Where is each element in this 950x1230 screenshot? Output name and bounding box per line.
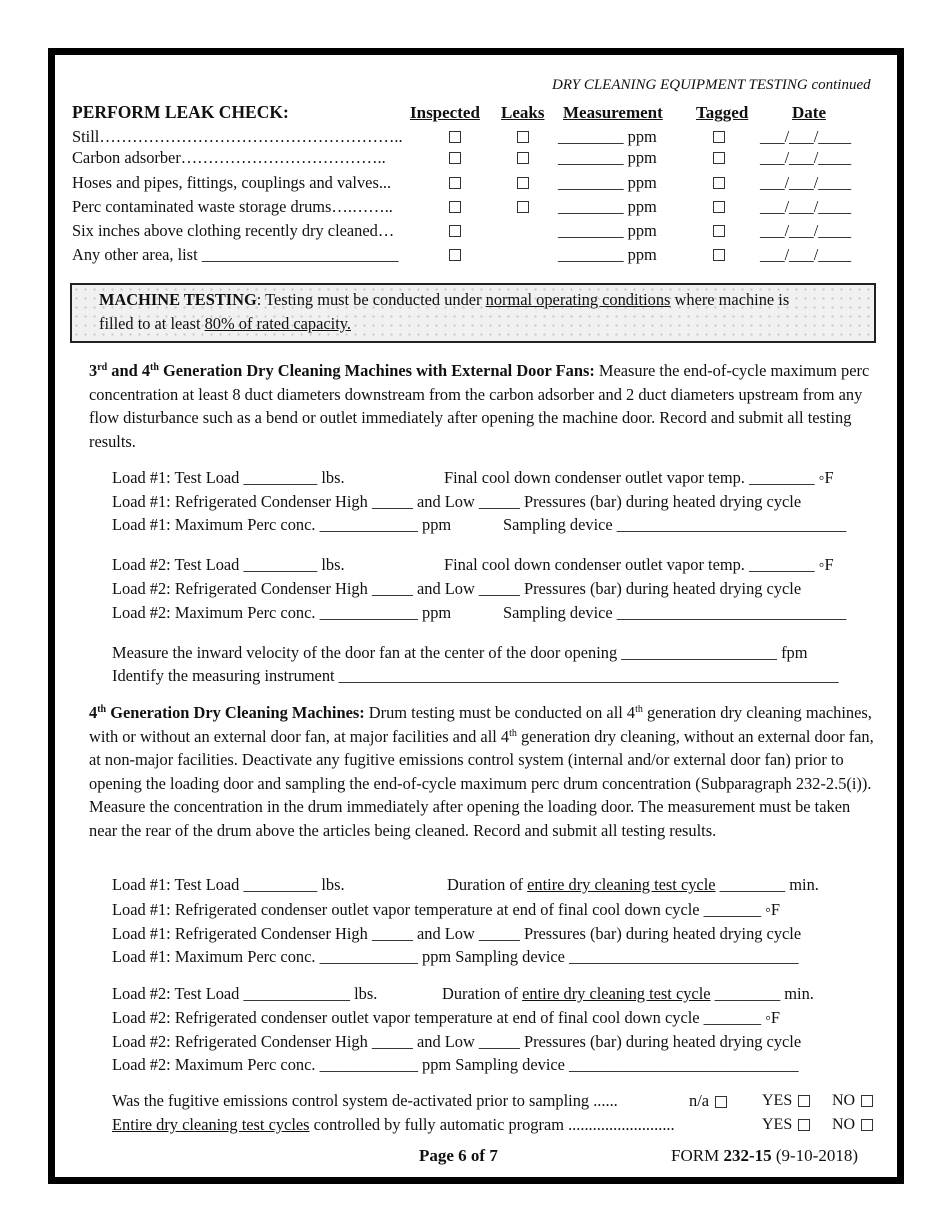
- gen34-load1-pressures[interactable]: Load #1: Refrigerated Condenser High _____ and Low _____ Pressures (bar) during heated drying cycle: [112, 492, 802, 511]
- gen4-load1-pressures[interactable]: Load #1: Refrigerated Condenser High _____ and Low _____ Pressures (bar) during heated drying cycle: [112, 924, 802, 943]
- col-measurement: Measurement: [563, 103, 663, 122]
- date-field[interactable]: ___/___/____: [760, 127, 852, 146]
- inspected-checkbox[interactable]: [449, 201, 461, 213]
- gen4-load2-outlet-temp[interactable]: Load #2: Refrigerated condenser outlet vapor temperature at end of final cool down cycle _______ ◦F: [112, 1008, 781, 1027]
- gen34-load2-sampling-device[interactable]: Sampling device ____________________________: [503, 603, 847, 622]
- gen34-load2-final-temp[interactable]: Final cool down condenser outlet vapor temp. ________ ◦F: [444, 555, 834, 574]
- row-label: Perc contaminated waste storage drums….……..: [72, 197, 393, 216]
- gen34-load1-max-perc[interactable]: Load #1: Maximum Perc conc. ____________ ppm: [112, 515, 452, 534]
- date-field[interactable]: ___/___/____: [760, 197, 852, 216]
- gen4-heading: 4th Generation Dry Cleaning Machines:: [89, 703, 365, 722]
- machine-testing-line-1: [99, 292, 789, 308]
- gen4-load1-max-perc[interactable]: Load #1: Maximum Perc conc. ____________ ppm Sampling device ____________________________: [112, 947, 799, 966]
- tagged-checkbox[interactable]: [713, 225, 725, 237]
- gen4-load2-pressures[interactable]: Load #2: Refrigerated Condenser High _____ and Low _____ Pressures (bar) during heated drying cycle: [112, 1032, 802, 1051]
- inspected-checkbox[interactable]: [449, 131, 461, 143]
- machine-testing-heading: MACHINE TESTING: [99, 290, 257, 309]
- date-field[interactable]: ___/___/____: [760, 148, 852, 167]
- gen34-load1-final-temp[interactable]: Final cool down condenser outlet vapor temp. ________ ◦F: [444, 468, 834, 487]
- leak-check-title: PERFORM LEAK CHECK:: [72, 102, 289, 122]
- notice-text: where machine is: [670, 290, 790, 309]
- col-date: Date: [792, 103, 826, 122]
- leaks-checkbox[interactable]: [517, 152, 529, 164]
- col-inspected: Inspected: [410, 103, 480, 122]
- measurement-field[interactable]: ________ ppm: [558, 148, 657, 167]
- na-checkbox[interactable]: [715, 1096, 727, 1108]
- gen4-load1-duration[interactable]: Duration of entire dry cleaning test cycle ________ min.: [447, 875, 819, 894]
- gen34-heading: 3rd and 4th Generation Dry Cleaning Machines with External Door Fans:: [89, 361, 595, 380]
- measuring-instrument-field[interactable]: Identify the measuring instrument _____________________________________________________________: [112, 666, 839, 685]
- row-label: Hoses and pipes, fittings, couplings and valves...: [72, 173, 392, 192]
- gen34-load1-test-load[interactable]: Load #1: Test Load _________ lbs.: [112, 468, 345, 487]
- tagged-checkbox[interactable]: [713, 201, 725, 213]
- na-option[interactable]: n/a: [689, 1093, 727, 1109]
- question-automatic-program: Entire dry cleaning test cycles controlled by fully automatic program ..........................: [112, 1115, 675, 1134]
- inspected-checkbox[interactable]: [449, 249, 461, 261]
- date-field[interactable]: ___/___/____: [760, 221, 852, 240]
- rated-capacity-text: 80% of rated capacity.: [204, 314, 351, 333]
- row-label: Still………………………………………………..: [72, 127, 403, 146]
- leaks-checkbox[interactable]: [517, 177, 529, 189]
- gen34-body: Measure the end-of-cycle maximum perc concentration at least 8 duct diameters downstream from the carbon adsorber and 2 duct diameters upstream from any flow disturbance such as a bend or outlet immediately after opening the machine door. Record and submit all testing results.: [89, 361, 870, 451]
- gen4-paragraph: [89, 701, 881, 842]
- inspected-checkbox[interactable]: [449, 177, 461, 189]
- tagged-checkbox[interactable]: [713, 177, 725, 189]
- measurement-field[interactable]: ________ ppm: [558, 245, 657, 264]
- notice-text: : Testing must be conducted under: [256, 290, 486, 309]
- measurement-field[interactable]: ________ ppm: [558, 197, 657, 216]
- date-field[interactable]: ___/___/____: [760, 173, 852, 192]
- inspected-checkbox[interactable]: [449, 152, 461, 164]
- gen4-load2-duration[interactable]: Duration of entire dry cleaning test cycle ________ min.: [442, 984, 814, 1003]
- leaks-checkbox[interactable]: [517, 131, 529, 143]
- leaks-checkbox[interactable]: [517, 201, 529, 213]
- gen4-body: Drum testing must be conducted on all 4th generation dry cleaning machines, with or without an external door fan, at major facilities and all 4th generation dry cleaning, without an external door fan, at non-major facilities. Deactivate any fugitive emissions control system (internal and/or external door fan) prior to opening the loading door and sampling the end-of-cycle maximum perc drum concentration (Subparagraph 232-2.5(i)). Measure the concentration in the drum immediately after opening the loading door. The measurement must be taken near the rear of the drum above the articles being cleaned. Record and submit all testing results.: [89, 703, 874, 840]
- measurement-field[interactable]: ________ ppm: [558, 127, 657, 146]
- tagged-checkbox[interactable]: [713, 152, 725, 164]
- page-number: Page 6 of 7: [419, 1146, 498, 1165]
- q2-yes-option[interactable]: YES: [762, 1117, 810, 1133]
- gen34-load2-pressures[interactable]: Load #2: Refrigerated Condenser High _____ and Low _____ Pressures (bar) during heated drying cycle: [112, 579, 802, 598]
- question-deactivated: Was the fugitive emissions control system de-activated prior to sampling ......: [112, 1091, 618, 1110]
- row-label: Carbon adsorber………………………………..: [72, 148, 386, 167]
- measurement-field[interactable]: ________ ppm: [558, 221, 657, 240]
- tagged-checkbox[interactable]: [713, 249, 725, 261]
- row-label: Six inches above clothing recently dry cleaned…: [72, 221, 395, 240]
- q2-no-option[interactable]: NO: [832, 1117, 873, 1133]
- no-checkbox[interactable]: [861, 1095, 873, 1107]
- q1-yes-option[interactable]: YES: [762, 1093, 810, 1109]
- gen34-load2-max-perc[interactable]: Load #2: Maximum Perc conc. ____________ ppm: [112, 603, 452, 622]
- gen4-load2-max-perc[interactable]: Load #2: Maximum Perc conc. ____________ ppm Sampling device ____________________________: [112, 1055, 799, 1074]
- yes-checkbox[interactable]: [798, 1095, 810, 1107]
- form-id: FORM 232-15 (9-10-2018): [671, 1146, 859, 1165]
- normal-conditions-text: normal operating conditions: [485, 290, 671, 309]
- gen4-load1-test-load[interactable]: Load #1: Test Load _________ lbs.: [112, 875, 345, 894]
- gen34-paragraph: [89, 359, 881, 453]
- date-field[interactable]: ___/___/____: [760, 245, 852, 264]
- no-checkbox[interactable]: [861, 1119, 873, 1131]
- gen4-load1-outlet-temp[interactable]: Load #1: Refrigerated condenser outlet vapor temperature at end of final cool down cycle _______ ◦F: [112, 900, 781, 919]
- gen34-load2-test-load[interactable]: Load #2: Test Load _________ lbs.: [112, 555, 345, 574]
- door-fan-velocity-field[interactable]: Measure the inward velocity of the door fan at the center of the door opening ___________________ fpm: [112, 643, 808, 662]
- section-continued-header: DRY CLEANING EQUIPMENT TESTING continued: [552, 77, 871, 93]
- gen4-load2-test-load[interactable]: Load #2: Test Load _____________ lbs.: [112, 984, 378, 1003]
- notice-text: filled to at least: [99, 314, 205, 333]
- q1-no-option[interactable]: NO: [832, 1093, 873, 1109]
- row-label[interactable]: Any other area, list ________________________: [72, 245, 399, 264]
- yes-checkbox[interactable]: [798, 1119, 810, 1131]
- gen34-load1-sampling-device[interactable]: Sampling device ____________________________: [503, 515, 847, 534]
- tagged-checkbox[interactable]: [713, 131, 725, 143]
- measurement-field[interactable]: ________ ppm: [558, 173, 657, 192]
- inspected-checkbox[interactable]: [449, 225, 461, 237]
- col-leaks: Leaks: [501, 103, 545, 122]
- col-tagged: Tagged: [696, 103, 749, 122]
- machine-testing-line-2: [99, 316, 351, 332]
